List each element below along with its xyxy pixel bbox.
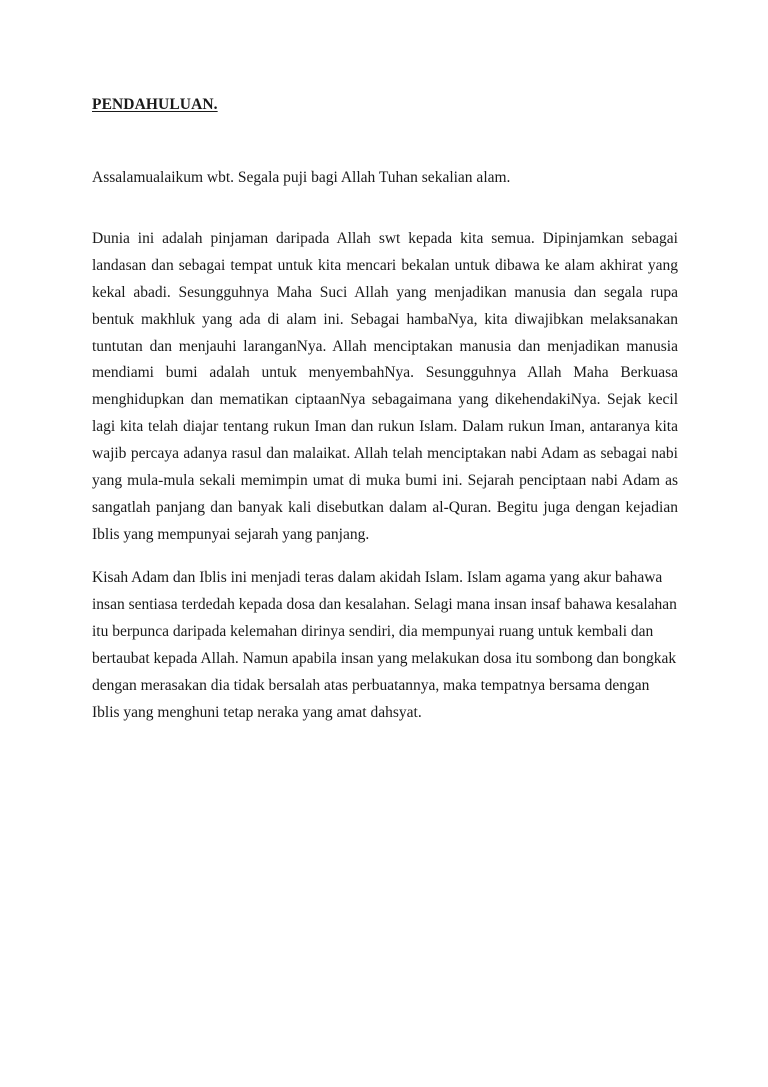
paragraph-line: landasan dan sebagai tempat untuk kita mencari bekalan untuk dibawa ke alam akhirat yang [92,256,678,274]
paragraph-line: dengan merasakan dia tidak bersalah atas perbuatannya, maka tempatnya bersama dengan [92,676,650,694]
paragraph-line: Kisah Adam dan Iblis ini menjadi teras dalam akidah Islam. Islam agama yang akur bahawa [92,569,663,586]
paragraph-line: itu berpunca daripada kelemahan dirinya sendiri, dia mempunyai ruang untuk kembali dan [92,622,654,640]
paragraph-adam-iblis [92,565,678,726]
paragraph-line: tuntutan dan menjauhi laranganNya. Allah menciptakan manusia dan menjadikan manusia [92,337,678,355]
paragraph-line: bertaubat kepada Allah. Namun apabila insan yang melakukan dosa itu sombong dan bongkak [92,649,677,667]
paragraph-intro [92,226,678,549]
paragraph-line: wajib percaya adanya rasul dan malaikat. Allah telah menciptakan nabi Adam as sebagai nabi [92,445,678,463]
paragraph-line: Dunia ini adalah pinjaman daripada Allah swt kepada kita semua. Dipinjamkan sebagai [92,230,678,247]
paragraph-line: Iblis yang menghuni tetap neraka yang amat dahsyat. [92,703,422,721]
paragraph-line: bentuk makhluk yang ada di alam ini. Sebagai hambaNya, kita diwajibkan melaksanakan [92,310,678,328]
paragraph-line: mendiami bumi adalah untuk menyembahNya. Sesungguhnya Allah Maha Berkuasa [92,364,678,382]
paragraph-line: lagi kita telah diajar tentang rukun Iman dan rukun Islam. Dalam rukun Iman, antaranya kita [92,418,678,436]
paragraph-line: insan sentiasa terdedah kepada dosa dan kesalahan. Selagi mana insan insaf bahawa kesalahan [92,595,677,613]
paragraph-line: menghidupkan dan mematikan ciptaanNya sebagaimana yang dikehendakiNya. Sejak kecil [92,391,678,409]
paragraph-line: Iblis yang mempunyai sejarah yang panjang. [92,525,370,543]
page-title: PENDAHULUAN. [92,96,218,113]
paragraph-line: yang mula-mula sekali memimpin umat di muka bumi ini. Sejarah penciptaan nabi Adam as [92,472,678,490]
greeting-text: Assalamualaikum wbt. Segala puji bagi Allah Tuhan sekalian alam. [92,169,511,186]
paragraph-line: sangatlah panjang dan banyak kali disebutkan dalam al-Quran. Begitu juga dengan kejadian [92,498,678,516]
paragraph-line: kekal abadi. Sesungguhnya Maha Suci Allah yang menjadikan manusia dan segala rupa [92,283,678,301]
